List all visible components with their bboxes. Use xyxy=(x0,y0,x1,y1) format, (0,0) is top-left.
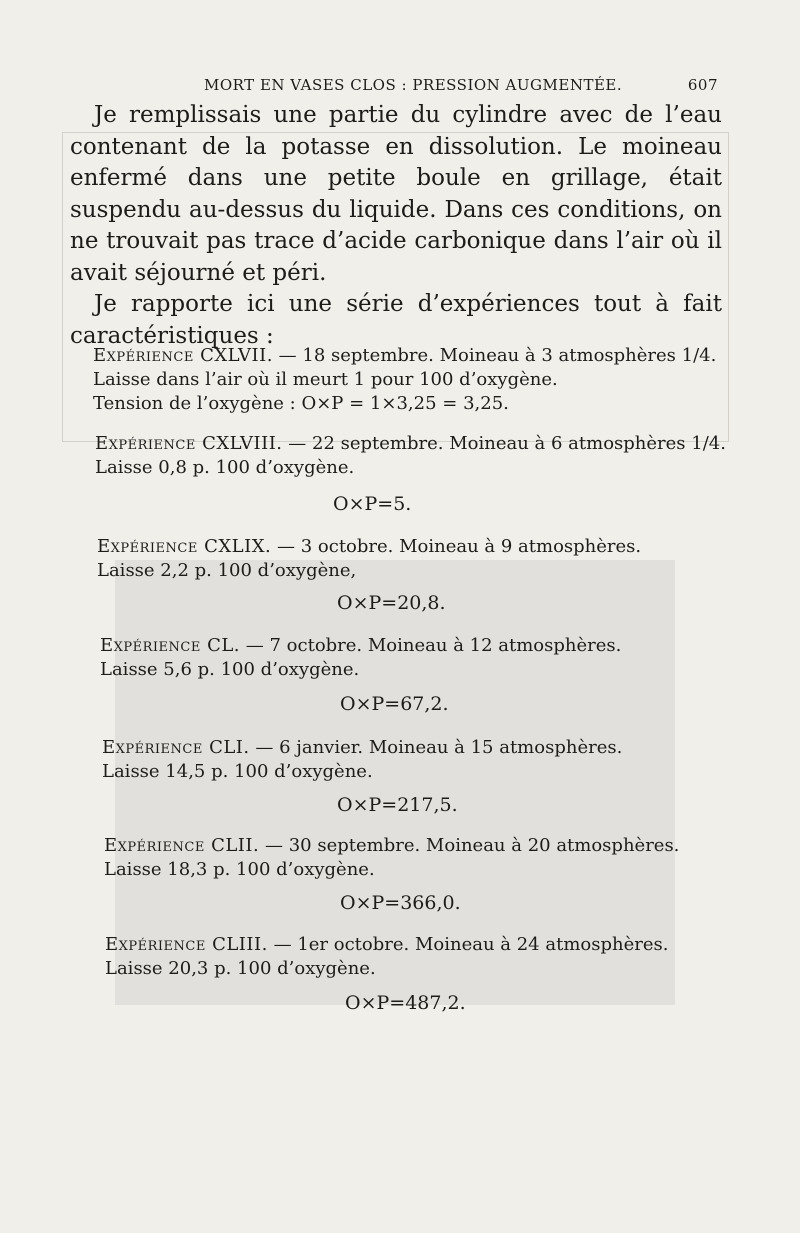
formula: O×P=217,5. xyxy=(337,794,458,816)
experience-result: Laisse dans l’air où il meurt 1 pour 100 d’oxygène. xyxy=(93,369,558,390)
experience-cl xyxy=(100,634,780,682)
formula: O×P=487,2. xyxy=(345,992,466,1014)
experience-description: — 18 septembre. Moineau à 3 atmosphères 1/4. xyxy=(278,345,717,366)
experience-heading xyxy=(102,736,782,760)
experience-heading xyxy=(97,535,777,559)
experience-heading xyxy=(100,634,780,658)
paragraph: Je rapporte ici une série d’expériences tout à fait caractéristiques : xyxy=(70,291,722,349)
experience-result: Laisse 2,2 p. 100 d’oxygène, xyxy=(97,560,357,581)
experience-result: Laisse 5,6 p. 100 d’oxygène. xyxy=(100,659,360,680)
experience-cxlvii xyxy=(93,344,773,416)
experience-result: Laisse 18,3 p. 100 d’oxygène. xyxy=(104,859,375,880)
formula: O×P=67,2. xyxy=(340,693,449,715)
experience-result: Laisse 0,8 p. 100 d’oxygène. xyxy=(95,457,355,478)
experience-label: Expérience CXLVIII. xyxy=(95,433,283,454)
experience-heading xyxy=(105,933,785,957)
experience-clii xyxy=(104,834,784,882)
experience-description: — 6 janvier. Moineau à 15 atmosphères. xyxy=(255,737,623,758)
experience-heading xyxy=(104,834,784,858)
page-number: 607 xyxy=(687,76,718,94)
experience-description: — 30 septembre. Moineau à 20 atmosphères. xyxy=(264,835,680,856)
experience-description: — 22 septembre. Moineau à 6 atmosphères 1/4. xyxy=(288,433,726,454)
experience-cliii xyxy=(105,933,785,981)
experience-result: Laisse 14,5 p. 100 d’oxygène. xyxy=(102,761,373,782)
experience-cli xyxy=(102,736,782,784)
experience-label: Expérience CL. xyxy=(100,635,241,656)
experience-label: Expérience CLI. xyxy=(102,737,250,758)
running-header xyxy=(70,74,720,98)
body-text xyxy=(70,100,722,352)
experience-result: Laisse 20,3 p. 100 d’oxygène. xyxy=(105,958,376,979)
experience-cxlviii xyxy=(95,432,775,480)
experience-label: Expérience CLIII. xyxy=(105,934,268,955)
experience-label: Expérience CLII. xyxy=(104,835,260,856)
experience-description: — 1er octobre. Moineau à 24 atmosphères. xyxy=(273,934,669,955)
experience-label: Expérience CXLVII. xyxy=(93,345,273,366)
experience-description: — 7 octobre. Moineau à 12 atmosphères. xyxy=(245,635,622,656)
formula: O×P=366,0. xyxy=(340,892,461,914)
experience-tension: Tension de l’oxygène : O×P = 1×3,25 = 3,25. xyxy=(93,393,509,414)
formula: O×P=5. xyxy=(333,493,412,515)
formula: O×P=20,8. xyxy=(337,592,446,614)
running-title: MORT EN VASES CLOS : PRESSION AUGMENTÉE. xyxy=(204,76,623,94)
experience-description: — 3 octobre. Moineau à 9 atmosphères. xyxy=(277,536,642,557)
experience-heading xyxy=(93,344,773,368)
experience-label: Expérience CXLIX. xyxy=(97,536,272,557)
experience-heading xyxy=(95,432,775,456)
paragraph: Je remplissais une partie du cylindre avec de l’eau contenant de la potasse en dissolution. Le moineau enfermé dans une petite boule en grillage, était suspendu au-dessus du liquide. Dans ces conditions, on ne trouvait pas trace d’acide carbonique dans l’air où il avait séjourné et péri. xyxy=(70,102,722,286)
experience-cxlix xyxy=(97,535,777,583)
